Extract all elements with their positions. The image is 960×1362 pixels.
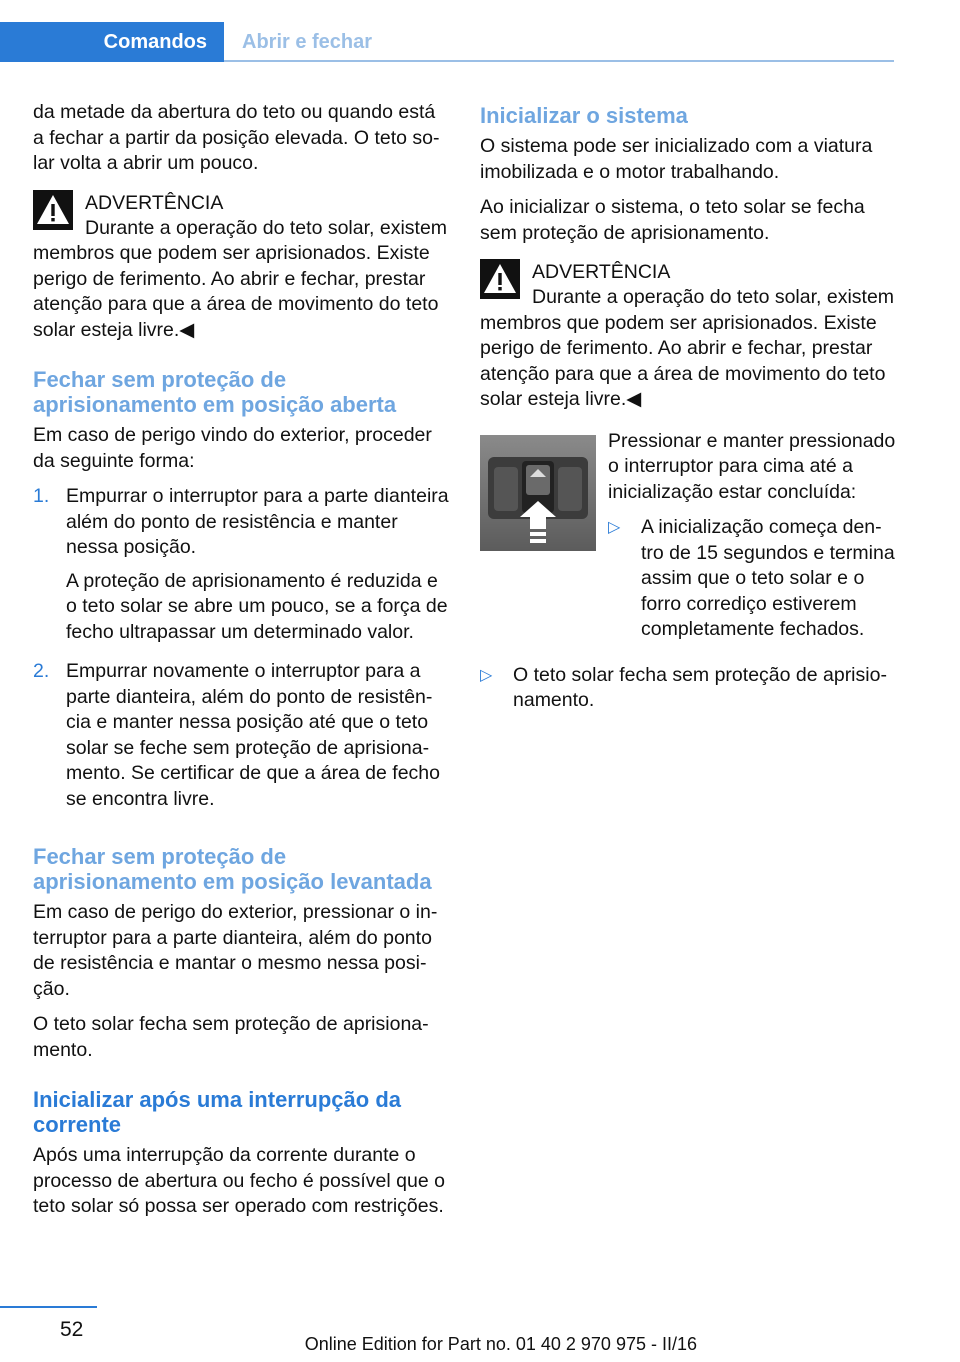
inner-bullet-list [608,515,896,643]
step-number: 1. [33,485,50,507]
warning-block [33,187,449,344]
bullet-triangle-icon: ▷ [608,519,621,536]
tab-abrir-e-fechar[interactable] [242,22,372,62]
warning-block [480,256,896,413]
page-header [0,0,960,62]
step-number: 2. [33,660,50,682]
bullet-text: A inicialização começa dentro de 15 segundos e termina assim que o teto solar e o forro corrediço estiverem completamente fechados. [641,516,895,640]
edition-text: Online Edition for Part no. 01 40 2 970 975 - II/16 [304,1334,697,1354]
outer-bullet-list [480,663,896,714]
bullet-text: O teto solar fecha sem proteção de aprisionamento. [513,663,887,711]
list-item [480,663,896,714]
warning-text: Durante a operação do teto solar, existem membros que podem ser aprisionados. Existe perigo de ferimento. Ao abrir e fechar, prestar atenção para que a área de movimento do teto solar esteja livre.◀ [33,216,448,341]
image-caption: Pressionar e manter pressionado o interruptor para cima até a inicialização estar concluída: [608,429,896,503]
footer-divider [0,1306,97,1308]
bullet-triangle-icon: ▷ [480,666,493,684]
step-extra: A proteção de aprisionamento é reduzida e o teto solar se abre um pouco, se a força de fecho ultrapassar um determinado valor. [66,569,448,643]
section-paragraph: O teto solar fecha sem proteção de aprisionamento. [33,1013,429,1061]
list-item [33,484,449,653]
section-paragraph: Ao inicializar o sistema, o teto solar se fecha sem proteção de aprisionamento. [480,196,865,244]
section-heading-open: Fechar sem proteção de aprisionamento em posição aberta [33,367,397,417]
section-heading-power: Inicializar após uma interrupção da corrente [33,1087,401,1137]
list-item [608,515,896,643]
tab-comandos[interactable] [0,22,224,62]
section-paragraph: Em caso de perigo do exterior, pressionar o interruptor para a parte dianteira, além do ponto de resistência e mantar o mesmo nessa posição. [33,901,438,1000]
step-text: Empurrar o interruptor para a parte dianteira além do ponto de resistência e manter nessa posição. [66,485,449,558]
intro-paragraph: da metade da abertura do teto ou quando está a fechar a partir da posição elevada. O teto solar volta a abrir um pouco. [33,101,440,174]
steps-list [33,484,449,820]
section-paragraph: Após uma interrupção da corrente durante o processo de abertura ou fecho é possível que o teto solar só possa ser operado com restrições. [33,1144,445,1217]
header-divider [224,60,894,62]
tab-abrir-label: Abrir e fechar [242,30,373,53]
roof-switch-image [480,435,596,551]
list-item [33,659,449,820]
warning-triangle-icon [480,259,520,299]
warning-text: Durante a operação do teto solar, existem membros que podem ser aprisionados. Existe perigo de ferimento. Ao abrir e fechar, prestar atenção para que a área de movimento do teto solar esteja livre.◀ [480,286,895,410]
section-heading-raised: Fechar sem proteção de aprisionamento em posição levantada [33,844,432,894]
warning-title: ADVERTÊNCIA [532,261,671,283]
switch-illustration-block [480,429,896,653]
section-paragraph: O sistema pode ser inicializado com a viatura imobilizada e o motor trabalhando. [480,135,873,183]
warning-triangle-icon [33,190,73,230]
step-text: Empurrar novamente o interruptor para a parte dianteira, além do ponto de resistência e manter nessa posição até que o teto solar se feche sem proteção de aprisionamento. Se certificar de que a área de fecho se encontra livre. [66,660,440,810]
left-column [33,100,449,1230]
page-number: 52 [60,1318,84,1341]
tab-comandos-label: Comandos [103,30,207,53]
right-column [480,100,896,724]
warning-title: ADVERTÊNCIA [85,191,224,214]
section-intro: Em caso de perigo vindo do exterior, proceder da seguinte forma: [33,424,432,472]
section-heading-init: Inicializar o sistema [480,103,688,128]
